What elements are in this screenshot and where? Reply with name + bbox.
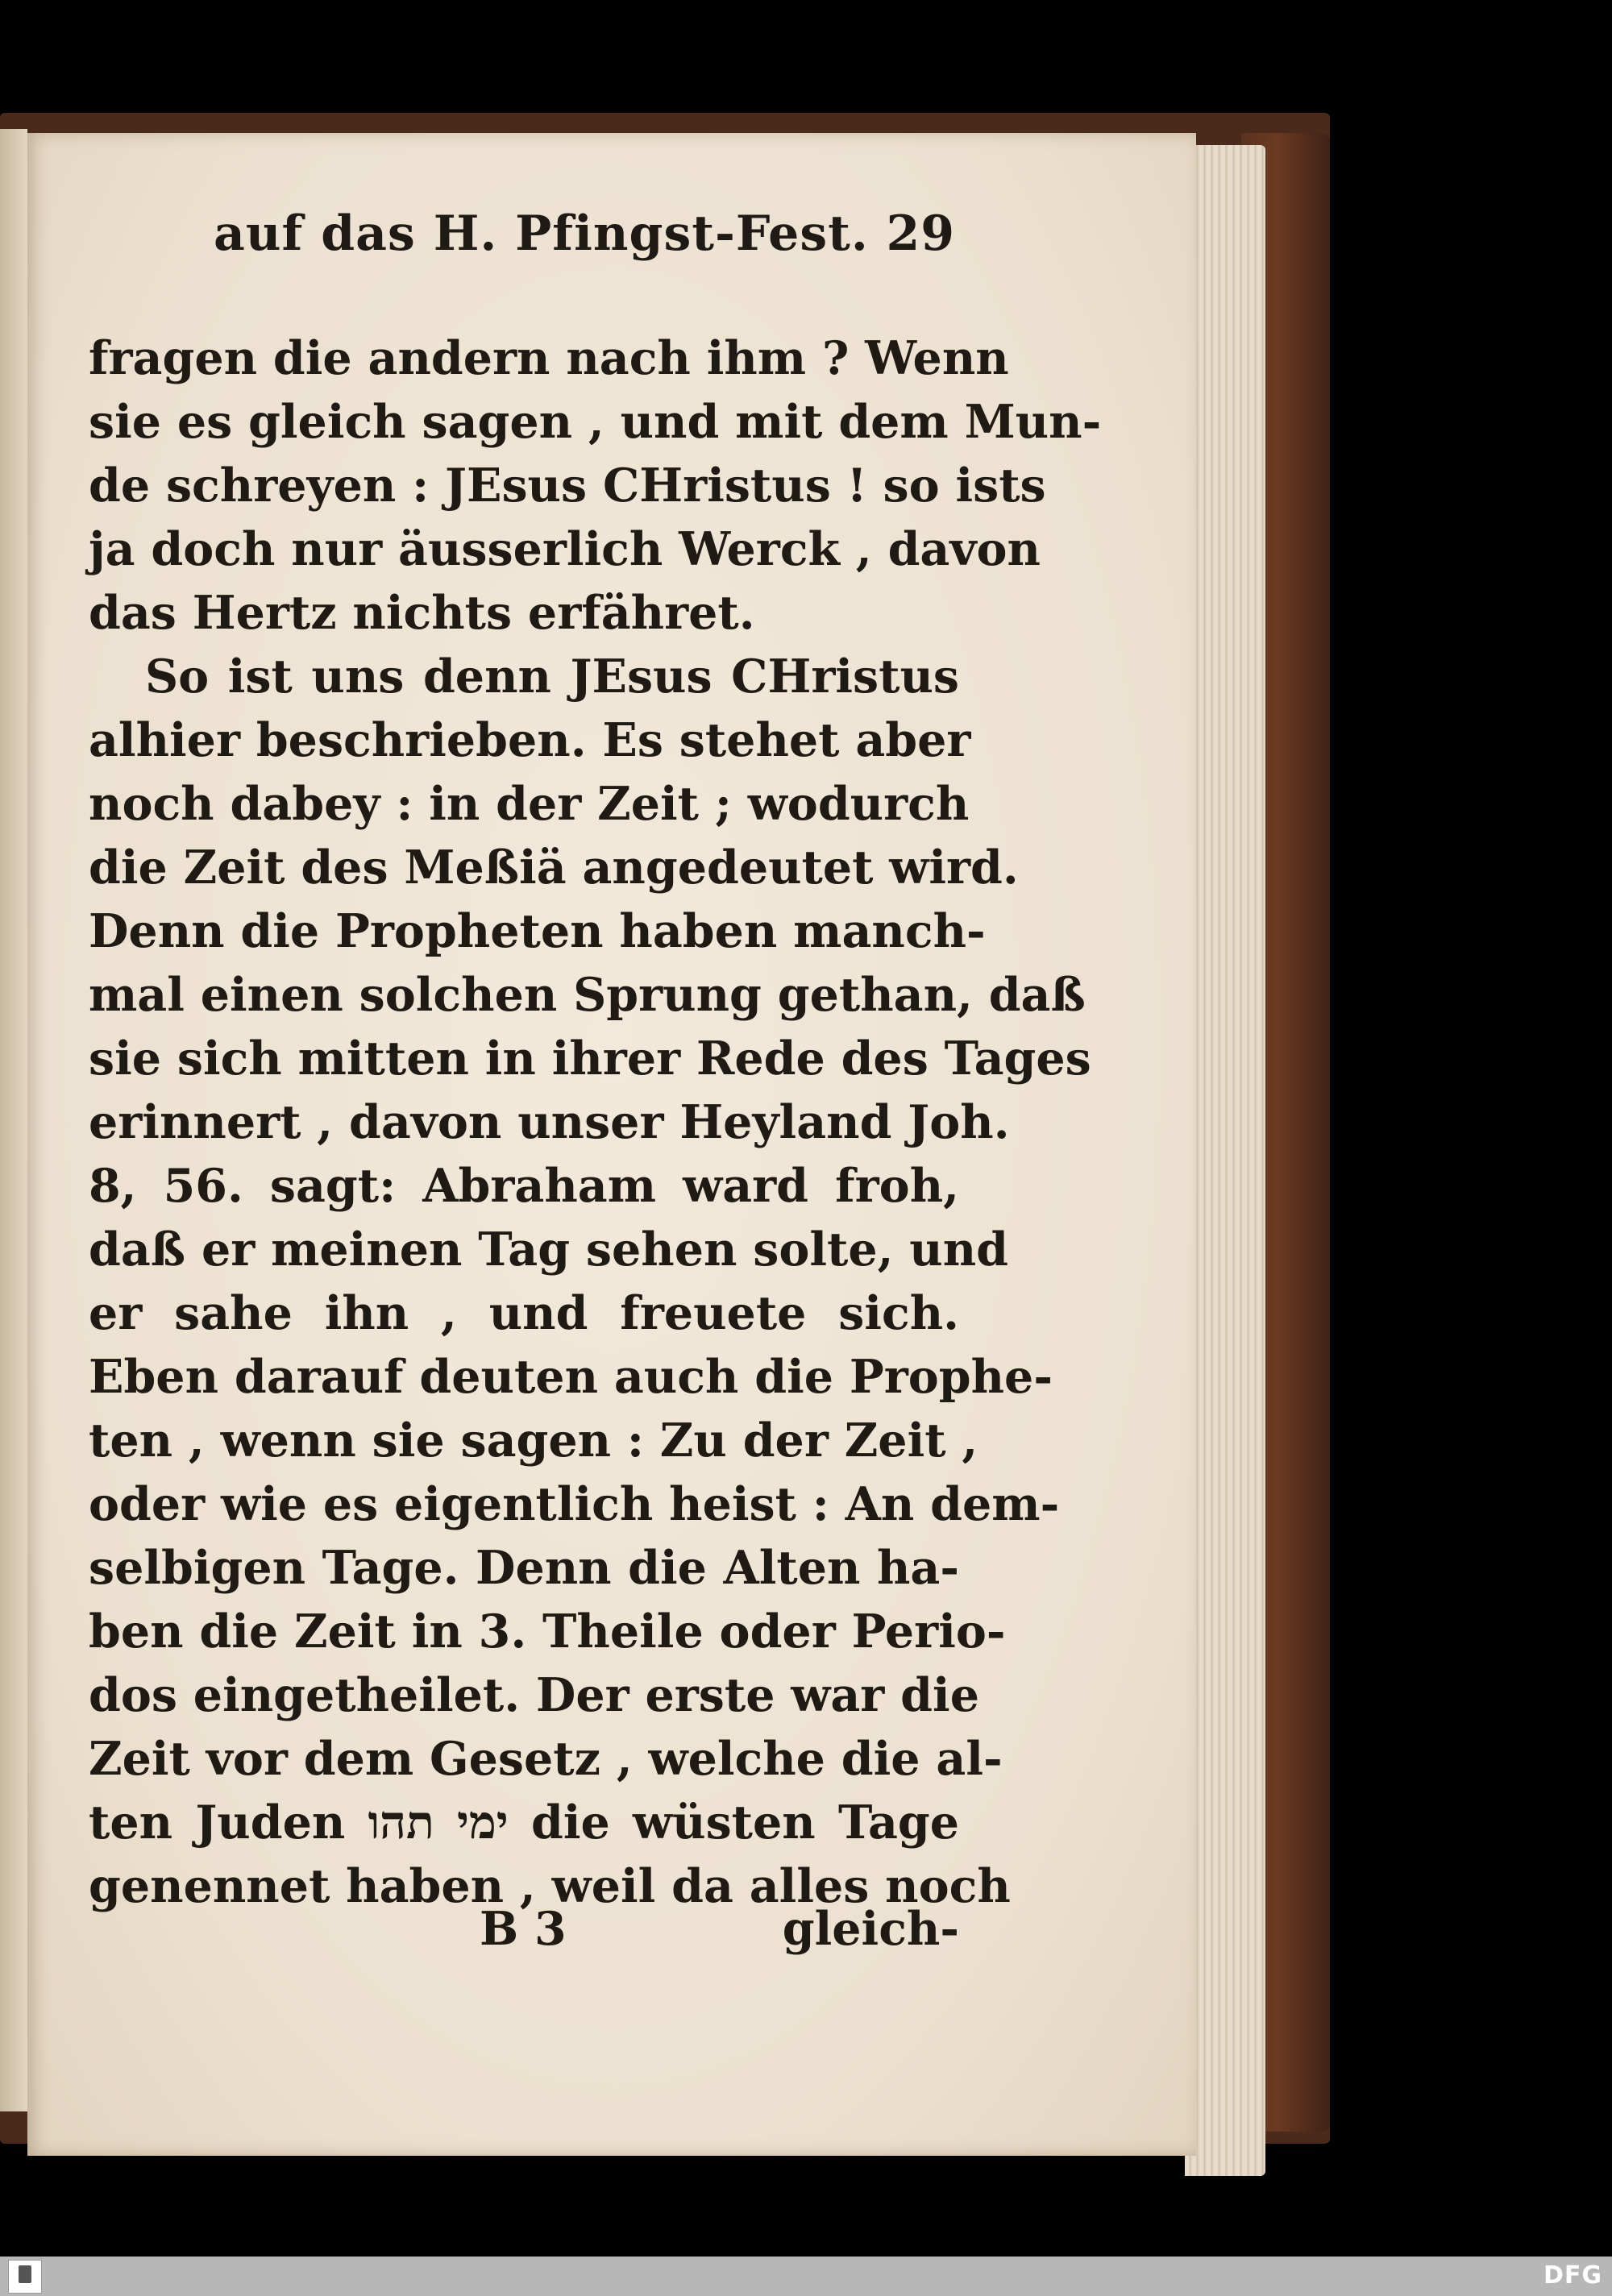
viewer-footer-bar bbox=[0, 2257, 1612, 2296]
text-line: fragen die andern nach ihm ? Wenn bbox=[89, 331, 1009, 385]
text-line: mal einen solchen Sprung gethan, daß bbox=[89, 968, 1086, 1022]
text-line: sie sich mitten in ihrer Rede des Tages bbox=[89, 1032, 1091, 1086]
text-line: 8, 56. sagt: Abraham ward froh, bbox=[89, 1159, 959, 1213]
page-number: 29 bbox=[886, 206, 955, 262]
text-line: ja doch nur äusserlich Werck , davon bbox=[89, 522, 1041, 576]
dfg-logo[interactable]: DFG bbox=[1543, 2261, 1602, 2290]
text-line: de schreyen : JEsus CHristus ! so ists bbox=[89, 459, 1046, 513]
text-line: Eben darauf deuten auch die Prophe- bbox=[89, 1350, 1053, 1404]
page-edges bbox=[1185, 145, 1265, 2176]
header-title: auf das H. Pfingst-Fest. bbox=[214, 206, 869, 262]
text-line: sie es gleich sagen , und mit dem Mun- bbox=[89, 395, 1102, 449]
text-line: das Hertz nichts erfähret. bbox=[89, 586, 755, 640]
facing-page-edge bbox=[0, 129, 27, 2111]
text-line: er sahe ihn , und freuete sich. bbox=[89, 1286, 959, 1340]
text-line: genennet haben , weil da alles noch bbox=[89, 1859, 1011, 1913]
text-line: oder wie es eigentlich heist : An dem- bbox=[89, 1477, 1060, 1531]
running-header bbox=[214, 206, 955, 270]
text-line: noch dabey : in der Zeit ; wodurch bbox=[89, 777, 970, 831]
text-line: selbigen Tage. Denn die Alten ha- bbox=[89, 1541, 959, 1595]
text-line: ten Juden ימי תהו die wüsten Tage bbox=[89, 1796, 959, 1850]
text-line: Zeit vor dem Gesetz , welche die al- bbox=[89, 1732, 1003, 1786]
text-line: erinnert , davon unser Heyland Joh. bbox=[89, 1095, 1010, 1149]
catchword: gleich- bbox=[782, 1902, 959, 1956]
library-logo-icon[interactable] bbox=[8, 2260, 42, 2294]
text-line: dos eingetheilet. Der erste war die bbox=[89, 1668, 979, 1722]
signature-mark: B 3 bbox=[480, 1902, 567, 1956]
text-line: ten , wenn sie sagen : Zu der Zeit , bbox=[89, 1414, 978, 1468]
text-line: Denn die Propheten haben manch- bbox=[89, 904, 986, 958]
text-line: alhier beschrieben. Es stehet aber bbox=[89, 713, 971, 767]
faint-stamp-mark bbox=[97, 1922, 274, 1970]
text-line: So ist uns denn JEsus CHristus bbox=[145, 650, 959, 704]
text-line: die Zeit des Meßiä angedeutet wird. bbox=[89, 841, 1019, 895]
text-line: ben die Zeit in 3. Theile oder Perio- bbox=[89, 1605, 1006, 1659]
body-text bbox=[89, 326, 1102, 1918]
text-line: daß er meinen Tag sehen solte, und bbox=[89, 1223, 1009, 1277]
